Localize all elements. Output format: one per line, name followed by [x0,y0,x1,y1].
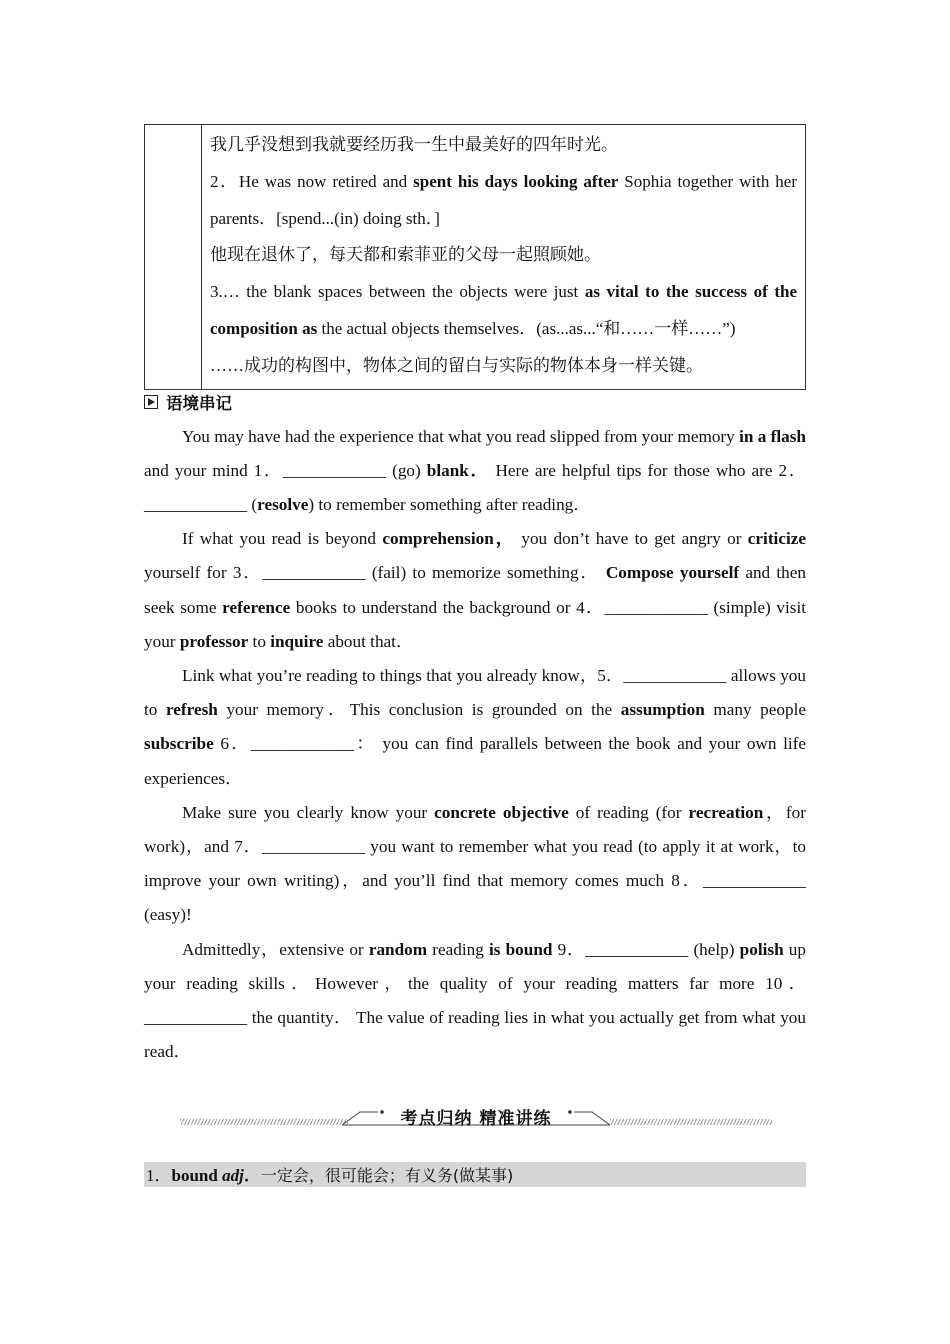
banner-title: 考点归纳 精准讲练 [400,1109,552,1129]
text-run: Here are helpful tips for those who are 2．____________ ( [144,460,807,514]
banner-hatch-right [610,1119,772,1125]
example-sentence-3 [210,274,797,348]
bold-term: refresh [165,700,218,720]
passage-paragraph-1 [144,420,806,523]
keypoint-pos: adj [222,1166,244,1185]
play-box-icon [144,395,158,409]
example-text: He was now retired and [238,171,414,191]
example-translation-3: ……成功的构图中，物体之间的留白与实际的物体本身一样关键。 [210,355,703,375]
text-run: reading [427,939,489,959]
example-text: the actual objects themselves．(as...as...“和……一样……”) [317,318,736,338]
bold-term: professor [179,631,249,651]
bold-term: in a flash [739,426,806,446]
passage-paragraph-2 [144,522,806,659]
example-table [144,124,806,390]
text-run: up your reading skills．However，the quality of your reading matters far more 10．____________ the quantity． The value of reading lies in what you actually get from what you read． [144,939,806,1062]
keypoint-number: 1． [146,1166,172,1185]
text-run: 9．____________ (help) [552,939,740,959]
keypoint-meaning: 一定会，很可能会；有义务(做某事) [260,1166,514,1185]
text-run: Link what you’re reading to things that you already know，5．____________ allows you to [144,666,806,720]
text-run: you don’t have to get angry or [515,529,748,549]
example-translation-1: 我几乎没想到我就要经历我一生中最美好的四年时光。 [210,135,618,154]
bold-term: criticize [747,529,806,549]
bold-term: is bound [488,939,553,959]
section-tag [144,392,806,412]
banner-frame [342,1104,610,1129]
bold-term: comprehension， [382,529,516,549]
bold-term: assumption [620,700,705,720]
example-number: 2． [210,171,239,191]
text-run: If what you read is beyond [182,529,383,549]
bold-term: reference [222,597,291,617]
table-right-cell [202,125,805,389]
section-banner [180,1100,772,1130]
text-run: ，for work)，and 7．____________ you want to remember what you read (to apply it at work，to improve your own writing)，and you’ll find that memory comes much 8．____________ (easy)! [144,802,806,925]
bold-term: resolve [257,494,309,514]
text-run: 6．____________： you can find parallels between the book and your own life experiences． [144,734,806,788]
table-left-cell [145,125,202,389]
example-key-phrase: spent his days looking after [413,171,619,191]
keypoint-dot: ． [243,1166,261,1185]
example-text: Sophia together with her parents．[spend...(in) doing sth．] [210,171,797,228]
banner-hatch-left [180,1119,348,1125]
text-run: many people [704,700,806,720]
passage-paragraph-3 [144,659,806,796]
example-number: 3.… [210,282,240,302]
bold-term: inquire [270,631,324,651]
bold-term: Compose yourself [605,563,740,583]
section-tag-label: 语境串记 [166,393,232,413]
text-run: You may have had the experience that what you read slipped from your memory [182,426,740,446]
text-run: ) to remember something after reading． [308,494,591,514]
page-content [144,124,806,1069]
text-run: and then seek some [144,563,806,617]
keypoint-heading [144,1162,806,1187]
bold-term: blank． [426,460,490,480]
keypoint-word: bound [171,1166,218,1185]
example-text: the blank spaces between the objects were just [239,282,585,302]
text-run: your memory．This conclusion is grounded on the [217,700,621,720]
passage-paragraph-4 [144,796,806,933]
bold-term: subscribe [144,734,214,754]
passage-paragraph-5 [144,933,806,1070]
bold-term: concrete objective [434,802,569,822]
text-run: to [248,631,271,651]
text-run: yourself for 3．____________ (fail) to memorize something． [144,563,606,583]
text-run: Make sure you clearly know your [182,802,435,822]
text-run: books to understand the background or 4．____________ (simple) visit your [144,597,807,651]
text-run: Admittedly，extensive or [182,939,369,959]
cloze-passage [144,420,806,1070]
example-key-phrase: as vital to the success of the composition as [210,282,797,338]
text-run: of reading (for [568,802,689,822]
example-translation-2: 他现在退休了，每天都和索菲亚的父母一起照顾她。 [210,245,601,265]
bold-term: recreation [688,802,764,822]
bold-term: random [368,939,428,959]
example-sentence-2 [210,164,797,238]
text-run: and your mind 1．____________ (go) [144,460,427,480]
bold-term: polish [739,939,784,959]
text-run: about that． [323,631,414,651]
